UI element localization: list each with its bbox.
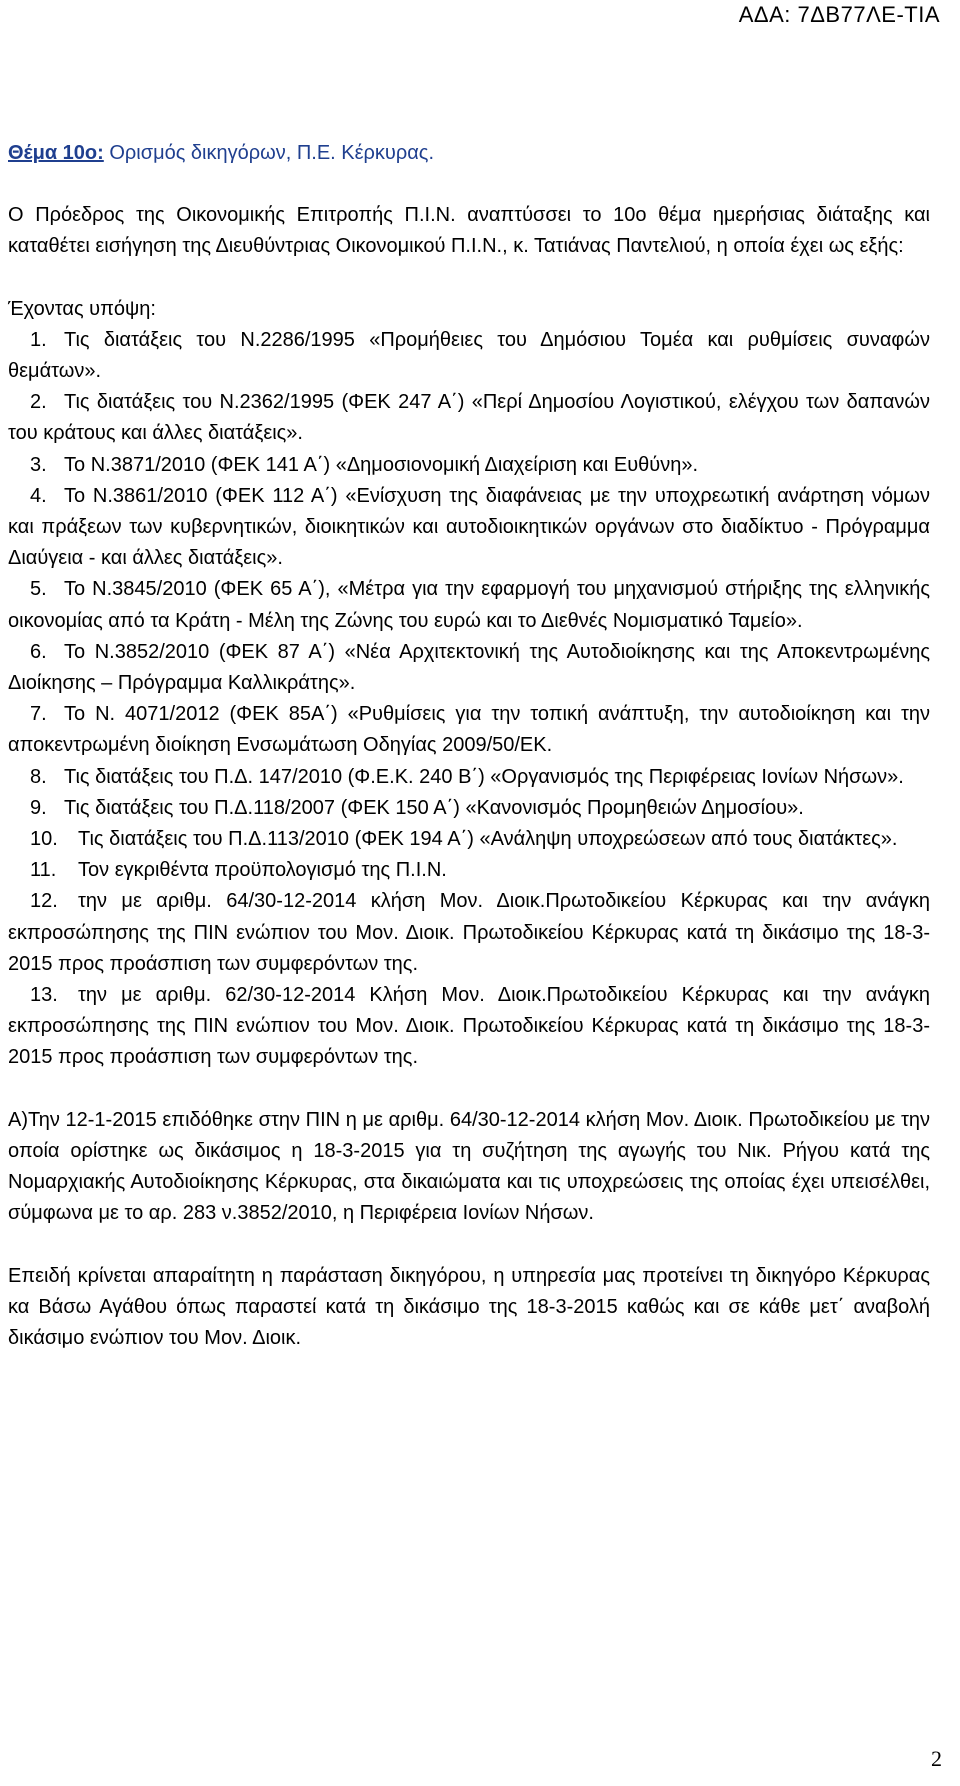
list-item-number: 7. [30, 703, 47, 726]
list-item [8, 793, 930, 824]
list-item-number: 8. [30, 765, 47, 788]
list-item [8, 762, 930, 793]
topic-line [8, 138, 930, 169]
list-item-text: Τον εγκριθέντα προϋπολογισμό της Π.Ι.Ν. [78, 859, 447, 882]
list-item-number: 11. [30, 859, 57, 882]
list-item-number: 12. [30, 890, 58, 913]
paragraph-a: Α)Την 12-1-2015 επιδόθηκε στην ΠΙΝ η με αριθμ. 64/30-12-2014 κλήση Μον. Διοικ. Πρωτοδικείου με την οποία ορίστηκε ως δικάσιμος η 18-3-2015 για τη συζήτηση της αγωγής του Νικ. Ρήγου κατά της Νομαρχιακής Αυτοδιοίκησης Κέρκυρας, στα δικαιώματα και τις υποχρεώσεις της οποίας έχει υπεισέλθει, σύμφωνα με το αρ. 283 ν.3852/2010, η Περιφέρεια Ιονίων Νήσων. [8, 1108, 930, 1225]
legal-basis-list [8, 325, 930, 1074]
list-item-number: 2. [30, 391, 47, 414]
list-item-number: 1. [30, 328, 47, 351]
list-item-number: 4. [30, 484, 47, 507]
list-item-text: Τις διατάξεις του Ν.2286/1995 «Προμήθειες του Δημόσιου Τομέα και ρυθμίσεις συναφών θεμάτων». [8, 328, 930, 383]
intro-paragraph: Ο Πρόεδρος της Οικονομικής Επιτροπής Π.Ι.Ν. αναπτύσσει το 10ο θέμα ημερήσιας διάταξης και καταθέτει εισήγηση της Διευθύντριας Οικονομικού Π.Ι.Ν., κ. Τατιάνας Παντελιού, η οποία έχει ως εξής: [8, 204, 930, 258]
spacer [8, 1230, 930, 1261]
list-item [8, 886, 930, 980]
document-body [8, 138, 930, 1354]
list-item-text: Το Ν. 4071/2012 (ΦΕΚ 85Α΄) «Ρυθμίσεις για την τοπική ανάπτυξη, την αυτοδιοίκηση και την αποκεντρωμένη διοίκηση Ενσωμάτωση Οδηγίας 2009/50/ΕΚ. [8, 703, 930, 757]
list-item-text: Το Ν.3871/2010 (ΦΕΚ 141 Α΄) «Δημοσιονομική Διαχείριση και Ευθύνη». [64, 453, 699, 476]
list-item [8, 481, 930, 575]
list-item-number: 6. [30, 640, 47, 663]
list-item-text: Τις διατάξεις του Π.Δ.113/2010 (ΦΕΚ 194 Α΄) «Ανάληψη υποχρεώσεων από τους διατάκτες». [78, 828, 898, 851]
list-item-number: 3. [30, 453, 47, 476]
list-item [8, 325, 930, 387]
considering-heading: Έχοντας υπόψη: [8, 297, 156, 320]
spacer [8, 1074, 930, 1105]
list-item-text: Το Ν.3845/2010 (ΦΕΚ 65 Α΄), «Μέτρα για την εφαρμογή του μηχανισμού στήριξης της ελληνικής οικονομίας από τα Κράτη - Μέλη της Ζώνης του ευρώ και το Διεθνές Νομισματικό Ταμείο». [8, 578, 930, 632]
topic-text: Ορισμός δικηγόρων, Π.Ε. Κέρκυρας. [103, 142, 435, 164]
topic-label: Θέμα 10ο: [8, 142, 104, 164]
list-item-text: Το Ν.3852/2010 (ΦΕΚ 87 Α΄) «Νέα Αρχιτεκτονική της Αυτοδιοίκησης και της Αποκεντρωμένης Διοίκησης – Πρόγραμμα Καλλικράτης». [8, 640, 930, 695]
list-item [8, 450, 930, 481]
list-item [8, 699, 930, 761]
list-item-text: την με αριθμ. 62/30-12-2014 Κλήση Μον. Διοικ.Πρωτοδικείου Κέρκυρας και την ανάγκη εκπροσώπησης της ΠΙΝ ενώπιον του Μον. Διοικ. Πρωτοδικείου Κέρκυρας κατά τη δικάσιμο της 18-3-2015 προς προάσπιση των συμφερόντων της. [8, 984, 930, 1069]
list-item [8, 637, 930, 699]
list-item-number: 10. [30, 828, 58, 851]
list-item-text: Τις διατάξεις του Ν.2362/1995 (ΦΕΚ 247 Α΄) «Περί Δημοσίου Λογιστικού, ελέγχου των δαπανών του κράτους και άλλες διατάξεις». [8, 391, 930, 445]
page-number: 2 [931, 1746, 942, 1771]
list-item-number: 13. [30, 984, 58, 1007]
list-item [8, 387, 930, 449]
list-item-number: 5. [30, 578, 47, 601]
list-item [8, 855, 930, 886]
list-item [8, 574, 930, 636]
list-item-number: 9. [30, 796, 47, 819]
list-item-text: την με αριθμ. 64/30-12-2014 κλήση Μον. Διοικ.Πρωτοδικείου Κέρκυρας και την ανάγκη εκπροσώπησης της ΠΙΝ ενώπιον του Μον. Διοικ. Πρωτοδικείου Κέρκυρας κατά τη δικάσιμο της 18-3-2015 προς προάσπιση των συμφερόντων της. [8, 890, 930, 975]
list-item-text: Τις διατάξεις του Π.Δ. 147/2010 (Φ.Ε.Κ. 240 Β΄) «Οργανισμός της Περιφέρειας Ιονίων Νήσων». [64, 765, 904, 788]
list-item [8, 980, 930, 1074]
list-item-text: Τις διατάξεις του Π.Δ.118/2007 (ΦΕΚ 150 Α΄) «Κανονισμός Προμηθειών Δημοσίου». [64, 796, 804, 819]
list-item [8, 824, 930, 855]
ada-header: ΑΔΑ: 7ΔΒ77ΛΕ-ΤΙΑ [738, 2, 940, 27]
list-item-text: Το Ν.3861/2010 (ΦΕΚ 112 Α΄) «Ενίσχυση της διαφάνειας με την υποχρεωτική ανάρτηση νόμων και πράξεων των κυβερνητικών, διοικητικών και αυτοδιοικητικών οργάνων στο διαδίκτυο - Πρόγραμμα Διαύγεια - και άλλες διατάξεις». [8, 484, 930, 570]
paragraph-b: Επειδή κρίνεται απαραίτητη η παράσταση δικηγόρου, η υπηρεσία μας προτείνει τη δικηγόρο Κέρκυρας κα Βάσω Αγάθου όπως παραστεί κατά τη δικάσιμο της 18-3-2015 καθώς και σε κάθε μετ΄ αναβολή δικάσιμο ενώπιον του Μον. Διοικ. [8, 1264, 930, 1349]
